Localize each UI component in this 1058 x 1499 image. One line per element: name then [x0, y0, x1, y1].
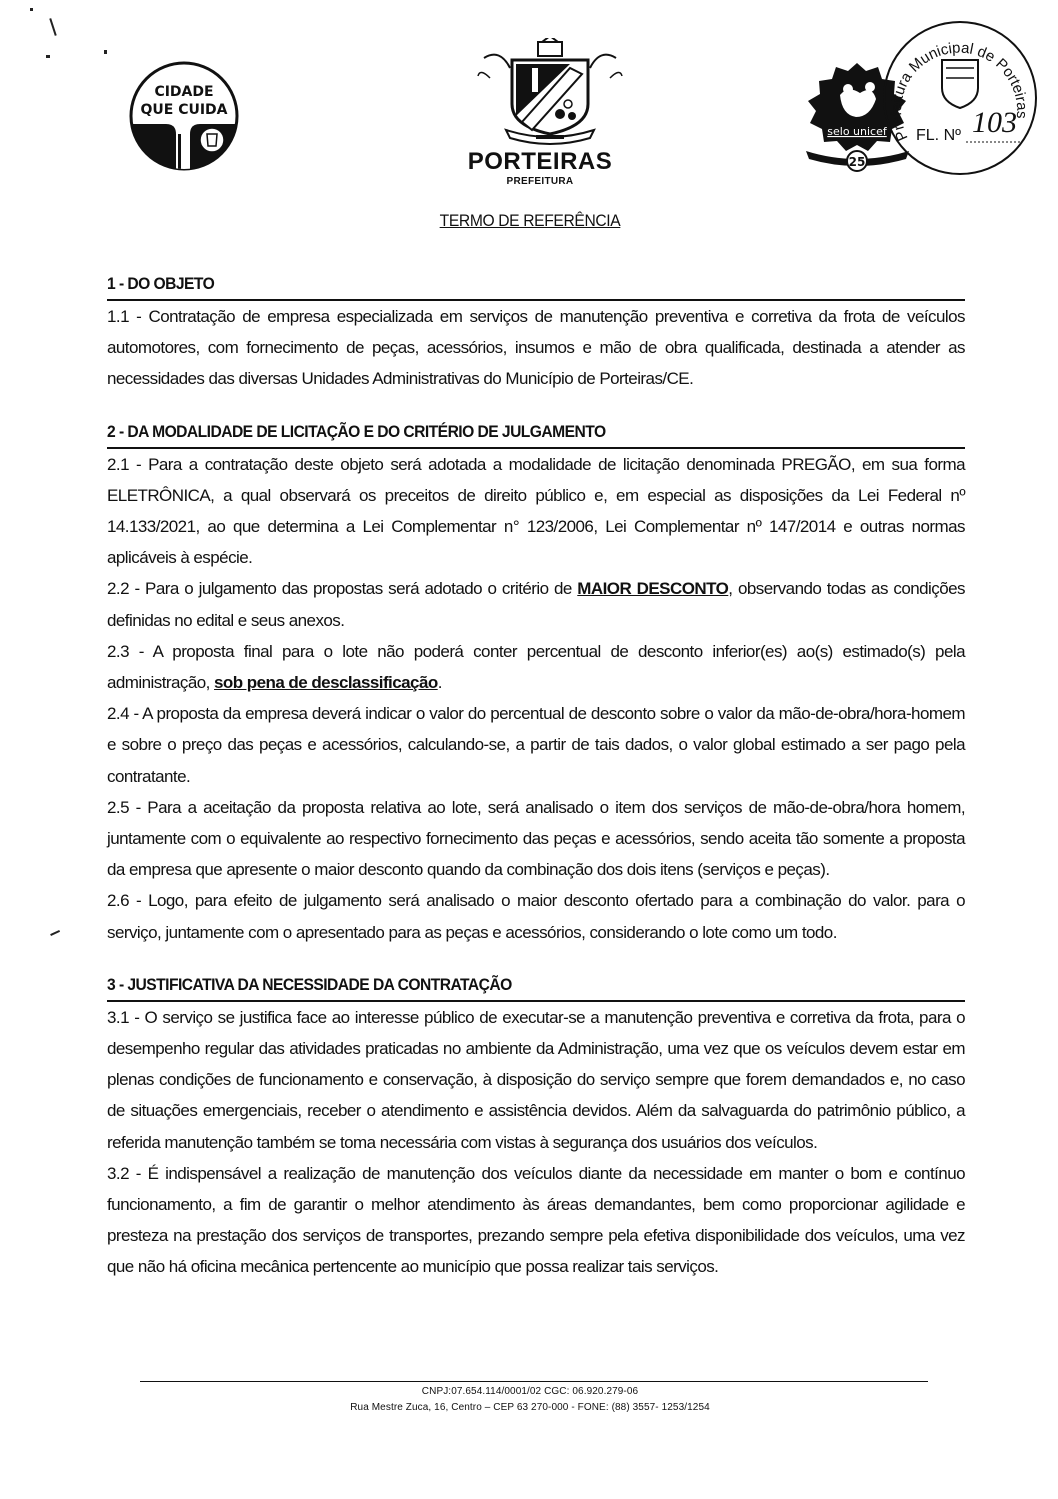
- paragraph: [107, 573, 965, 635]
- text: 2.3 - A proposta final para o lote não poderá conter percentual de desconto inferior(es) ao(s) estimado(s) pela administração,: [107, 641, 965, 693]
- brand-subtitle: PREFEITURA: [506, 176, 574, 187]
- footer-line-1: CNPJ:07.654.114/0001/02 CGC: 06.920.279-06: [421, 1386, 639, 1397]
- paragraph: 2.5 - Para a aceitação da proposta relativa ao lote, será analisado o item dos serviços de mão-de-obra/hora homem, juntamente com o equivalente ao respectivo fornecimento das peças e acessórios, sendo aceita tão somente a proposta da empresa que apresente o maior desconto quando da combinação dos dois itens (serviços e peças).: [107, 797, 965, 880]
- text: 2.2 - Para o julgamento das propostas será adotado o critério de: [107, 579, 578, 599]
- protocol-stamp: [880, 18, 1040, 178]
- cidade-logo-text: CIDADE: [154, 84, 214, 100]
- scan-mark: [49, 18, 56, 36]
- svg-text:103: 103: [972, 106, 1017, 139]
- footer-line-2: Rua Mestre Zuca, 16, Centro – CEP 63 270-000 - FONE: (88) 3557- 1253/1254: [350, 1402, 710, 1413]
- paragraph: [107, 636, 965, 698]
- svg-text:Prefeitura Municipal de Portei: Prefeitura Municipal de Porteiras: [888, 39, 1031, 144]
- paragraph: 1.1 - Contratação de empresa especializada em serviços de manutenção preventiva e corretiva da frota de veículos automotores, com fornecimento de peças, acessórios, insumos e mão de obra qualificada, destinada a atender as necessidades das diversas Unidades Administrativas do Município de Porteiras/CE.: [107, 307, 965, 389]
- document-body: [107, 268, 965, 1283]
- unicef-text: selo unicef: [827, 125, 887, 138]
- svg-text:QUE CUIDA: QUE CUIDA: [140, 102, 228, 118]
- emphasis-maior-desconto: MAIOR DESCONTO: [577, 579, 729, 599]
- emphasis-desclassificacao: sob pena de desclassificação: [214, 673, 438, 693]
- document-title: TERMO DE REFERÊNCIA: [439, 211, 621, 230]
- text: , observando todas as condições definidas no edital e seus anexos.: [107, 579, 965, 630]
- paragraph: 3.1 - O serviço se justifica face ao interesse público de executar-se a manutenção preventiva e corretiva da frota, para o desempenho regular das atividades praticadas no ambiente da Administração, uma vez que os veículos devem estar em plenas condições de funcionamento e conservação, à disposição do serviço sempre que forem demandados e, no caso de situações emergenciais, receber o atendimento e assistência devidos. Além da salvaguarda do patrimônio público, a referida manutenção também se toma necessária com vistas à segurança dos usuários dos veículos.: [107, 1007, 965, 1152]
- scan-mark: [46, 55, 50, 58]
- scan-mark: [50, 930, 60, 936]
- section-heading: 2 - DA MODALIDADE DE LICITAÇÃO E DO CRITÉRIO DE JULGAMENTO: [107, 421, 606, 441]
- scan-mark: [30, 8, 33, 11]
- paragraph: 2.4 - A proposta da empresa deverá indicar o valor do percentual de desconto sobre o valor da mão-de-obra/hora-homem e sobre o preço das peças e acessórios, calculando-se, a partir de tais dados, o valor global estimado a ser pago pela contratante.: [107, 704, 965, 786]
- brand-name: PORTEIRAS: [467, 148, 613, 175]
- svg-text:25: 25: [848, 155, 866, 169]
- cidade-que-cuida-logo: [128, 60, 240, 172]
- text: .: [437, 673, 442, 693]
- footer-rule: [140, 1381, 928, 1382]
- section-heading: 3 - JUSTIFICATIVA DA NECESSIDADE DA CONTRATAÇÃO: [107, 974, 512, 994]
- svg-text:FL. Nº: FL. Nº: [916, 127, 961, 144]
- paragraph: 3.2 - É indispensável a realização de manutenção dos veículos diante da necessidade em manter o bom e contínuo funcionamento, a fim de garantir o melhor atendimento às áreas demandantes, bem como proporcionar agilidade e presteza na prestação dos serviços de transportes, prezando sempre pela efetiva disponibilidade dos veículos, uma vez que não há oficina mecânica pertencente ao município que possa realizar tais serviços.: [107, 1163, 965, 1277]
- scan-mark: [104, 50, 107, 54]
- paragraph: 2.6 - Logo, para efeito de julgamento será analisado o maior desconto ofertado para a combinação do valor. para o serviço, juntamente com o apresentado para as peças e acessórios, considerando o lote como um todo.: [107, 891, 965, 942]
- section-heading: 1 - DO OBJETO: [107, 274, 215, 293]
- paragraph: 2.1 - Para a contratação deste objeto será adotada a modalidade de licitação denominada PREGÃO, em sua forma ELETRÔNICA, a qual observará os preceitos de direito público e, em especial as disposições da Lei Federal nº 14.133/2021, ao que determina a Lei Complementar n° 123/2006, Lei Complementar nº 147/2014 e outras normas aplicáveis à espécie.: [107, 454, 965, 568]
